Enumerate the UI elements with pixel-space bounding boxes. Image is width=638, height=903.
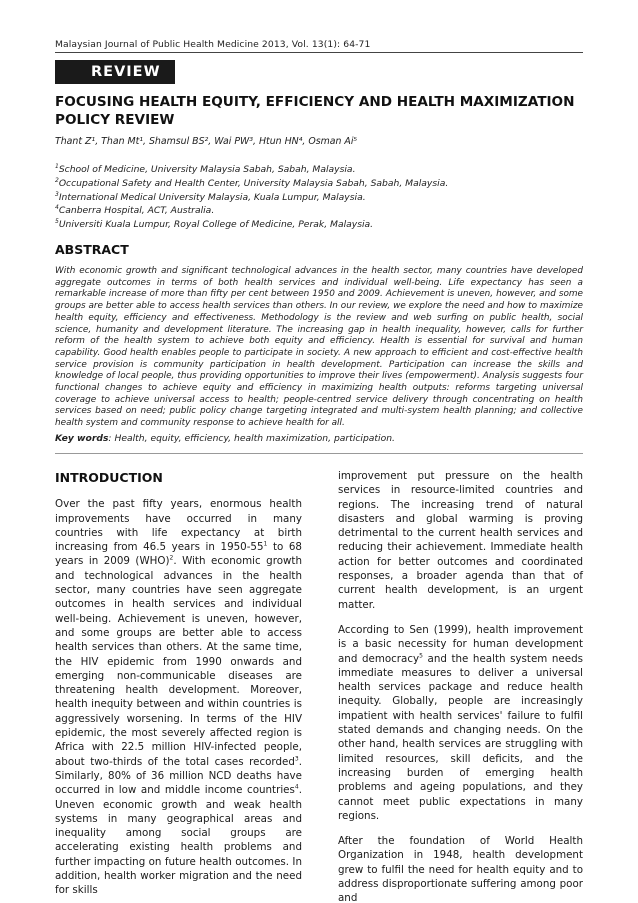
affiliations — [55, 163, 583, 232]
author-list: Thant Z¹, Than Mt¹, Shamsul BS², Wai PW³, Htun HN⁴, Osman Ai⁵ — [55, 136, 358, 147]
affiliation-number: 3 — [55, 190, 59, 198]
affiliation-number: 2 — [55, 176, 59, 184]
affiliation-item — [55, 218, 583, 232]
citation-sup: 4 — [294, 783, 299, 791]
text-run: to 68 years in 2009 (WHO) — [55, 541, 302, 568]
text-run: Over the past fifty years, enormous health improvements have occurred in many countries with life expectancy at birth increasing from 46.5 years in 1950-55 — [55, 498, 302, 554]
introduction-heading: INTRODUCTION — [55, 470, 163, 485]
affiliation-text: Universiti Kuala Lumpur, Royal College of Medicine, Perak, Malaysia. — [58, 219, 374, 231]
keywords-label: Key words — [55, 433, 109, 444]
header-rule — [55, 52, 583, 53]
affiliation-item — [55, 191, 583, 205]
text-run: According to Sen (1999), health improvement is a basic necessity for human development and democracy — [338, 623, 583, 665]
section-rule — [55, 453, 583, 454]
affiliation-number: 1 — [55, 162, 59, 170]
abstract-text: With economic growth and significant technological advances in the health sector, many countries have developed aggregate outcomes in terms of both health services and individual well-being. Life expectancy has seen a remarkable increase of more than fifty per cent between 1950 and 2009. Achievement is uneven, however, and some groups are better able to access health services than others. In our review, we explore the need and how to maximize health equity, efficiency and effectiveness. Methodology is the review and web surfing on public health, social science, humanity and development literature. The increasing gap in health inequality, however, calls for further reform of the health system to achieve both equity and efficiency. Health is essential for survival and human capability. Good health enables people to participate in society. A new approach to efficient and cost-effective health service provision is community participation in health development. Participation can increase the skills and knowledge of local people, thus providing opportunities to improve their lives (empowerment). Analysis suggests four functional changes to achieve equity and efficiency in maximizing health outputs: reforms targeting universal coverage to achieve universal access to health; people-centred service delivery through concentrating on health services based on need; public policy change targeting integrated and multi-system health planning; and collective health system and community response to achieve health for all. — [55, 266, 583, 429]
affiliation-item — [55, 204, 583, 218]
keywords-text: : Health, equity, efficiency, health maximization, participation. — [108, 433, 395, 444]
body-paragraph — [338, 623, 583, 823]
affiliation-number: 4 — [55, 204, 59, 212]
affiliation-text: School of Medicine, University Malaysia Sabah, Sabah, Malaysia. — [58, 164, 356, 175]
keywords-line — [55, 433, 583, 444]
affiliation-item — [55, 163, 583, 177]
affiliation-text: Occupational Safety and Health Center, University Malaysia Sabah, Sabah, Malaysia. — [58, 177, 449, 189]
body-paragraph: improvement put pressure on the health services in resource-limited countries and regions. The increasing trend of natural disasters and global warming is proving detrimental to the current health services and reducing their achievement. Immediate health action for better outcomes and coordinated responses, a broader agenda than that of current health development, is an urgent matter. — [338, 470, 583, 611]
affiliation-number: 5 — [55, 218, 59, 226]
text-run: . Uneven economic growth and weak health systems in many geographical areas and inequality among social groups are accelerating existing health problems and further impacting on future health outcomes. In addition, health worker migration and the need for skills — [55, 784, 302, 897]
abstract-heading: ABSTRACT — [55, 242, 129, 257]
body-paragraph: After the foundation of World Health Organization in 1948, health development grew to fulfil the need for health equity and to address disproportionate suffering among poor and — [338, 835, 583, 903]
journal-header: Malaysian Journal of Public Health Medicine 2013, Vol. 13(1): 64-71 — [55, 39, 371, 50]
affiliation-text: International Medical University Malaysia, Kuala Lumpur, Malaysia. — [58, 191, 366, 203]
text-run: and the health system needs immediate measures to deliver a universal health services package and reduce health inequity. Globally, people are increasingly impatient with health services' failure to fulfil stated demands and changing needs. On the other hand, health services are struggling with limited resources, skill deficits, and the increasing burden of emerging health problems and ageing populations, and they cannot meet public expectations in many regions. — [338, 652, 583, 822]
affiliation-item — [55, 177, 583, 191]
citation-sup: 1 — [263, 540, 268, 548]
citation-sup: 5 — [419, 652, 423, 660]
section-label: REVIEW — [55, 60, 175, 84]
intro-paragraph — [55, 497, 302, 897]
right-column — [338, 469, 583, 903]
citation-sup: 3 — [294, 755, 299, 763]
left-column — [55, 471, 302, 903]
text-run: . Similarly, 80% of 36 million NCD deaths have occurred in low and middle income countries — [55, 755, 302, 797]
citation-sup: 2 — [169, 555, 174, 563]
paper-title: FOCUSING HEALTH EQUITY, EFFICIENCY AND HEALTH MAXIMIZATION POLICY REVIEW — [55, 94, 575, 128]
text-run: . With economic growth and technological advances in the health sector, many countries have seen aggregate outcomes in health services and individual well-being. Achievement is uneven, however, and some groups are better able to access health services than others. At the same time, the HIV epidemic from 1990 onwards and emerging non-communicable diseases are threatening health development. Moreover, health inequity between and within countries is aggressively worsening. In terms of the HIV epidemic, the most severely affected region is Africa with 22.5 million HIV-infected people, about two-thirds of the total cases recorded — [55, 555, 302, 768]
affiliation-text: Canberra Hospital, ACT, Australia. — [58, 205, 215, 217]
